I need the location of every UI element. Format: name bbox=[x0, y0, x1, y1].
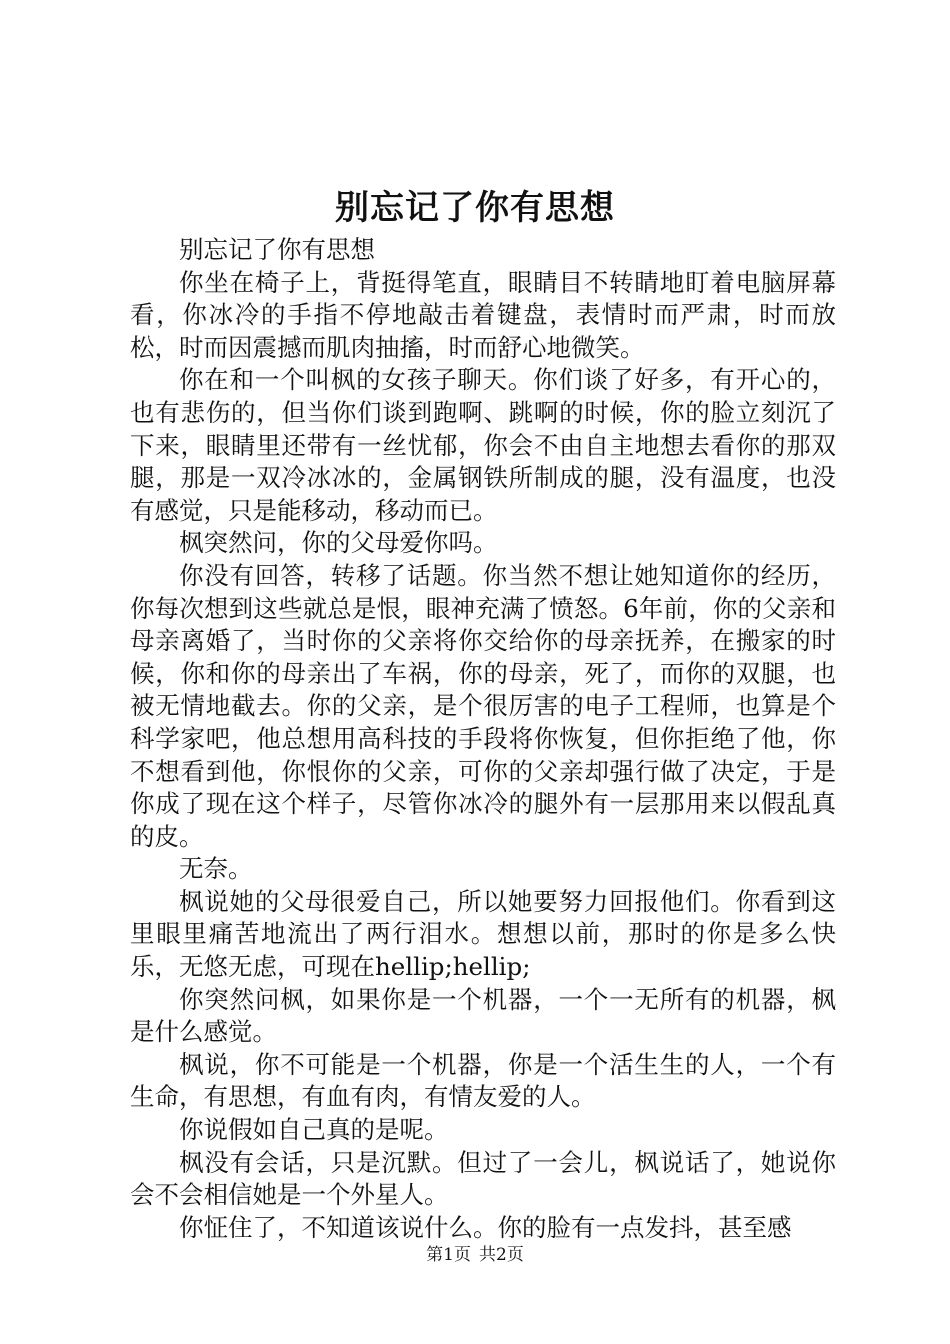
page-number: 第1页 bbox=[426, 1245, 471, 1265]
page-total: 共2页 bbox=[479, 1245, 524, 1265]
page-footer bbox=[0, 1243, 950, 1267]
paragraph: 你在和一个叫枫的女孩子聊天。你们谈了好多，有开心的，也有悲伤的，但当你们谈到跑啊、跳啊的时候，你的脸立刻沉了下来，眼睛里还带有一丝忧郁，你会不由自主地想去看你的那双腿，那是一双冷冰冰的，金属钢铁所制成的腿，没有温度，也没有感觉，只是能移动，移动而已。 bbox=[130, 365, 836, 525]
document-body bbox=[130, 234, 836, 1244]
paragraph: 你突然问枫，如果你是一个机器，一个一无所有的机器，枫是什么感觉。 bbox=[130, 984, 836, 1047]
document-title: 别忘记了你有思想 bbox=[335, 188, 615, 228]
paragraph: 别忘记了你有思想 bbox=[179, 235, 375, 264]
paragraph: 你没有回答，转移了话题。你当然不想让她知道你的经历，你每次想到这些就总是恨，眼神充满了愤怒。6年前，你的父亲和母亲离婚了，当时你的父亲将你交给你的母亲抚养，在搬家的时候，你和你的母亲出了车祸，你的母亲，死了，而你的双腿，也被无情地截去。你的父亲，是个很厉害的电子工程师，也算是个科学家吧，他总想用高科技的手段将你恢复，但你拒绝了他，你不想看到他，你恨你的父亲，可你的父亲却强行做了决定，于是你成了现在这个样子，尽管你冰冷的腿外有一层那用来以假乱真的皮。 bbox=[130, 560, 836, 851]
paragraph: 你怔住了，不知道该说什么。你的脸有一点发抖，甚至感 bbox=[179, 1212, 792, 1242]
paragraph: 枫突然问，你的父母爱你吗。 bbox=[179, 528, 498, 558]
paragraph: 枫说，你不可能是一个机器，你是一个活生生的人，一个有生命，有思想，有血有肉，有情友爱的人。 bbox=[130, 1049, 836, 1112]
paragraph: 无奈。 bbox=[179, 854, 253, 884]
paragraph: 枫没有会话，只是沉默。但过了一会儿，枫说话了，她说你会不会相信她是一个外星人。 bbox=[130, 1147, 836, 1210]
paragraph: 枫说她的父母很爱自己，所以她要努力回报他们。你看到这里眼里痛苦地流出了两行泪水。想想以前，那时的你是多么快乐，无悠无虑，可现在hellip;hellip; bbox=[130, 886, 836, 982]
paragraph: 你说假如自己真的是呢。 bbox=[179, 1115, 449, 1145]
paragraph: 你坐在椅子上，背挺得笔直，眼睛目不转睛地盯着电脑屏幕看，你冰冷的手指不停地敲击着键盘，表情时而严肃，时而放松，时而因震撼而肌肉抽搐，时而舒心地微笑。 bbox=[130, 267, 836, 362]
